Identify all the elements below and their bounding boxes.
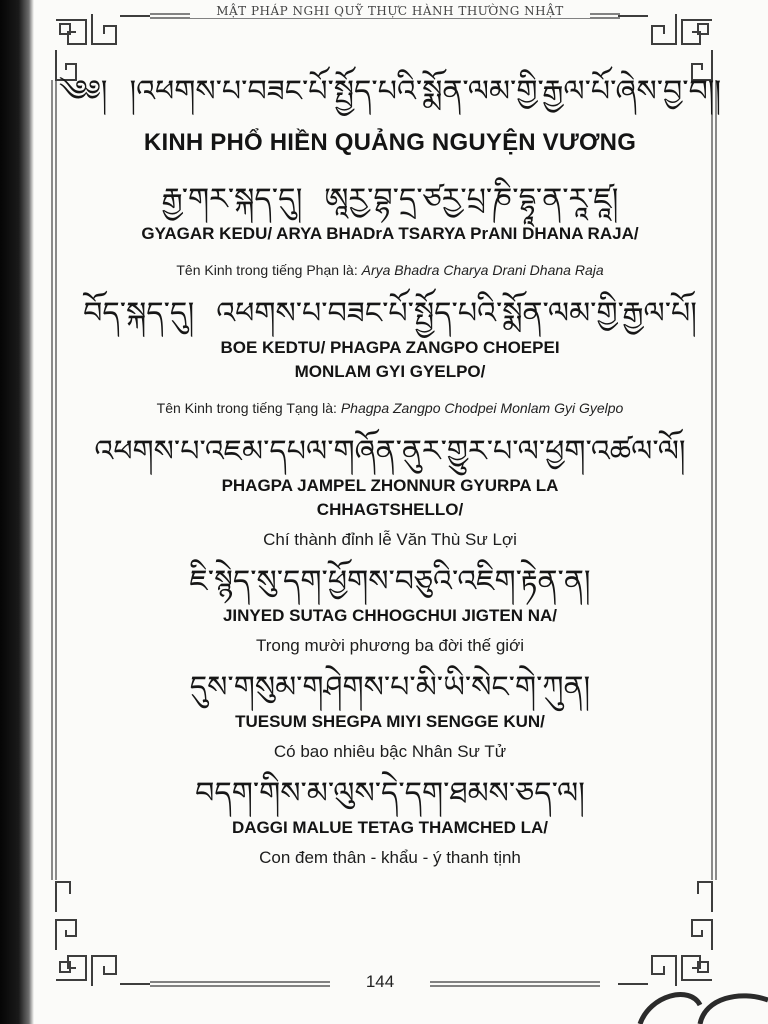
corner-ornament-bottom-right bbox=[618, 882, 712, 986]
note-name: Phagpa Zangpo Chodpei Monlam Gyi Gyelpo bbox=[340, 400, 624, 416]
vietnamese-translation: Con đem thân - khẩu - ý thanh tịnh bbox=[259, 848, 521, 867]
verse-line bbox=[70, 564, 710, 658]
page-curl-swirl bbox=[640, 995, 768, 1024]
tibetan-line: ཇི་སྙེད་སུ་དག་ཕྱོགས་བཅུའི་འཇིག་རྟེན་ན། bbox=[189, 564, 591, 599]
opening-tibetan-line bbox=[58, 70, 722, 114]
transliteration-line-1: BOE KEDTU/ PHAGPA ZANGPO CHOEPEI bbox=[220, 338, 560, 357]
transliteration-line-1: PHAGPA JAMPEL ZHONNUR GYURPA LA bbox=[221, 476, 559, 495]
note-name: Arya Bhadra Charya Drani Dhana Raja bbox=[361, 262, 604, 278]
transliteration-line-2: MONLAM GYI GYELPO/ bbox=[294, 362, 486, 381]
running-header: MẬT PHÁP NGHI QUỸ THỰC HÀNH THƯỜNG NHẬT bbox=[190, 4, 590, 18]
page-number: 144 bbox=[340, 972, 420, 992]
opening-tibetan-text: །འཕགས་པ་བཟང་པོ་སྤྱོད་པའི་སྨོན་ལམ་གྱི་རྒྱལ་པོ་ཞེས་བྱ་བ།། bbox=[129, 74, 722, 109]
verse-line bbox=[70, 776, 710, 870]
opening-mark: ༄༅། bbox=[58, 74, 108, 109]
tibetan-line bbox=[70, 296, 710, 332]
transliteration: TUESUM SHEGPA MIYI SENGGE KUN/ bbox=[235, 712, 545, 731]
note-prefix: Tên Kinh trong tiếng Phạn là: bbox=[176, 262, 362, 278]
tibetan-phrase: འཕགས་པ་བཟང་པོ་སྤྱོད་པའི་སྨོན་ལམ་གྱི་རྒྱལ་པོ། bbox=[216, 296, 697, 331]
corner-ornament-bottom-left bbox=[56, 882, 150, 986]
note-prefix: Tên Kinh trong tiếng Tạng là: bbox=[156, 400, 341, 416]
verse-line bbox=[70, 670, 710, 764]
page-title: KINH PHỔ HIỀN QUẢNG NGUYỆN VƯƠNG bbox=[143, 129, 637, 156]
vietnamese-translation: Chí thành đỉnh lễ Văn Thù Sư Lợi bbox=[263, 530, 517, 549]
section-tibetan-title bbox=[70, 296, 710, 418]
transliteration: GYAGAR KEDU/ ARYA BHADrA TSARYA PrANI DHANA RAJA/ bbox=[141, 224, 639, 243]
verse-homage bbox=[70, 434, 710, 552]
transliteration: JINYED SUTAG CHHOGCHUI JIGTEN NA/ bbox=[222, 606, 558, 625]
main-content bbox=[58, 70, 722, 870]
section-sanskrit-title bbox=[70, 182, 710, 280]
tibetan-line: འཕགས་པ་འཇམ་དཔལ་གཞོན་ནུར་གྱུར་པ་ལ་ཕྱག་འཚལ་ལོ། bbox=[94, 434, 686, 469]
transliteration: DAGGI MALUE TETAG THAMCHED LA/ bbox=[231, 818, 549, 837]
transliteration-line-2: CHHAGTSHELLO/ bbox=[316, 500, 464, 519]
tibetan-phrase: བོད་སྐད་དུ། bbox=[83, 296, 195, 331]
tibetan-phrase: རྒྱ་གར་སྐད་དུ། bbox=[161, 182, 303, 217]
tibetan-line bbox=[70, 182, 710, 218]
vietnamese-translation: Có bao nhiêu bậc Nhân Sư Tử bbox=[273, 742, 507, 761]
tibetan-phrase: ཨཱརྱ་བྷ་དྲ་ཙརྱ་པྲ་ཎི་དྷཱ་ན་རཱ་ཛཱ། bbox=[324, 182, 619, 217]
vietnamese-translation: Trong mười phương ba đời thế giới bbox=[255, 636, 524, 655]
translation-note bbox=[70, 398, 710, 418]
tibetan-line: བདག་གིས་མ་ལུས་དེ་དག་ཐམས་ཅད་ལ། bbox=[195, 776, 585, 811]
tibetan-line: དུས་གསུམ་གཤེགས་པ་མི་ཡི་སེང་གེ་ཀུན། bbox=[189, 670, 591, 705]
translation-note bbox=[70, 260, 710, 280]
